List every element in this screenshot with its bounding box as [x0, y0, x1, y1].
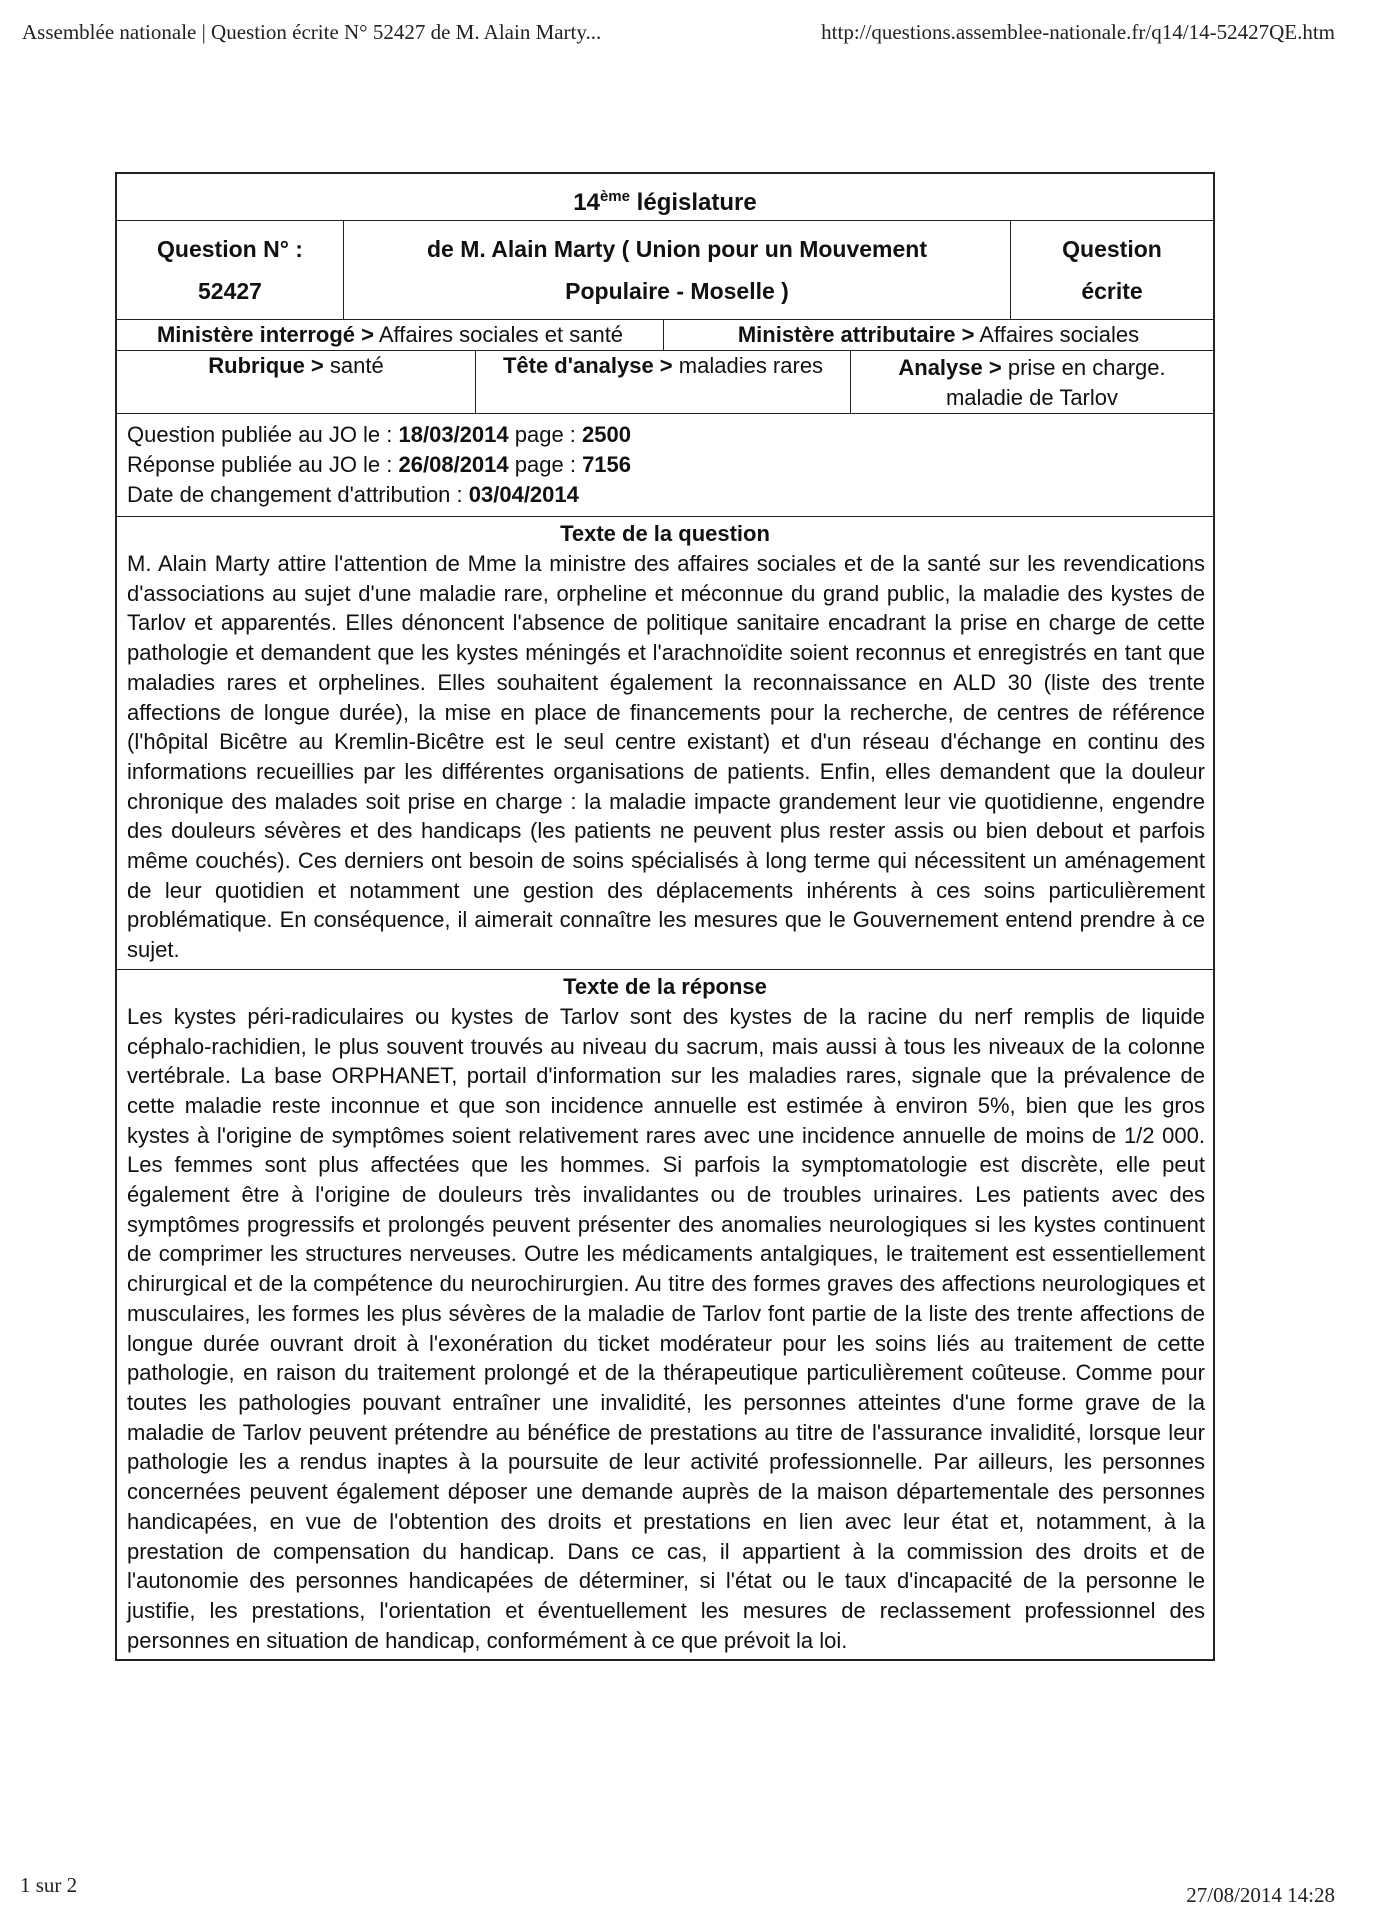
ministere-attributaire-value: Affaires sociales [979, 322, 1140, 347]
author-group-line-2: Populaire - Moselle ) [565, 278, 789, 304]
question-publication [127, 420, 1203, 450]
question-text-body: M. Alain Marty attire l'attention de Mme la ministre des affaires sociales et de la santé sur les revendications d'associations au sujet d'une maladie rare, orpheline et méconnue du grand public, la maladie des kystes de Tarlov et apparentés. Elles dénoncent l'absence de politique sanitaire encadrant la prise en charge de cette pathologie et demandent que les kystes méningés et l'arachnoïdite soient reconnus et enregistrés en tant que maladies rares et orphelines. Elles souhaitent également la reconnaissance en ALD 30 (liste des trente affections de longue durée), la mise en place de financements pour la recherche, de centres de référence (l'hôpital Bicêtre au Kremlin-Bicêtre est le seul centre existant) et d'un réseau d'échange en continu des informations recueillies par les différentes organisations de patients. Enfin, elles demandent que la douleur chronique des malades soit prise en charge : la maladie impacte grandement leur vie quotidienne, engendre des douleurs sévères et des handicaps (les patients ne peuvent plus rester assis ou bien debout et parfois même couchés). Ces derniers ont besoin de soins spécialisés à long terme qui nécessitent un aménagement de leur quotidien et notamment une gestion des déplacements inhérents à ces soins particulièrement problématique. En conséquence, il aimerait connaître les mesures que le Gouvernement entend prendre à ce sujet. [127, 551, 1205, 963]
analyse-value-line-1: prise en charge. [1007, 355, 1166, 380]
reponse-page-label: page : [514, 452, 576, 477]
analyse-label: Analyse > [898, 355, 1002, 380]
tete-analyse-value: maladies rares [678, 353, 824, 378]
print-header-title: Assemblée nationale | Question écrite N° 52427 de M. Alain Marty... [22, 20, 602, 44]
publication-info [117, 414, 1213, 517]
question-publication-label: Question publiée au JO le : [127, 422, 393, 447]
attribution-change [127, 480, 1203, 510]
author-prefix: de [426, 236, 454, 262]
reponse-publication-label: Réponse publiée au JO le : [127, 452, 393, 477]
ministere-attributaire-label: Ministère attributaire > [737, 322, 975, 347]
question-author-cell [344, 221, 1011, 319]
question-header-row [117, 221, 1213, 320]
question-number-cell [117, 221, 344, 319]
question-document [115, 172, 1215, 1661]
legislature-number: 14 [573, 189, 600, 216]
classification-row [117, 351, 1213, 414]
question-text-section [117, 519, 1213, 970]
rubrique-value: santé [329, 353, 384, 378]
legislature-heading [117, 174, 1213, 221]
response-text-section [117, 972, 1213, 1659]
analyse-value-line-2: maladie de Tarlov [945, 385, 1119, 410]
question-type-line-1: Question [1062, 236, 1162, 262]
author-line-1 [344, 228, 1010, 270]
ministries-row [117, 320, 1213, 351]
question-publication-date: 18/03/2014 [398, 422, 509, 447]
question-type-cell [1011, 221, 1213, 319]
reponse-publication-date: 26/08/2014 [398, 452, 509, 477]
reponse-publication [127, 450, 1203, 480]
question-page: 2500 [582, 422, 631, 447]
ministere-interroge-label: Ministère interrogé > [156, 322, 374, 347]
author-group-line-1: ( Union pour un Mouvement [621, 236, 928, 262]
question-number-label: Question N° : [157, 236, 303, 262]
author-name: M. Alain Marty [460, 236, 616, 262]
print-header-url: http://questions.assemblee-nationale.fr/q14/14-52427QE.htm [821, 20, 1335, 44]
reponse-page: 7156 [582, 452, 632, 477]
response-text-title: Texte de la réponse [563, 973, 767, 999]
question-page-label: page : [514, 422, 576, 447]
legislature-sup: ème [599, 188, 630, 205]
legislature-label: législature [636, 189, 757, 216]
print-footer-timestamp: 27/08/2014 14:28 [1186, 1883, 1335, 1907]
question-type-line-2: écrite [1081, 278, 1143, 304]
tete-analyse-label: Tête d'analyse > [502, 353, 673, 378]
question-number: 52427 [198, 278, 262, 304]
analyse [851, 351, 1213, 413]
ministere-attributaire [664, 320, 1213, 350]
attribution-change-label: Date de changement d'attribution : [127, 482, 463, 507]
question-text-title: Texte de la question [560, 521, 770, 546]
tete-analyse [476, 351, 851, 413]
print-footer-page: 1 sur 2 [20, 1873, 78, 1897]
ministere-interroge-value: Affaires sociales et santé [378, 322, 624, 347]
rubrique [117, 351, 476, 413]
response-text-body: Les kystes péri-radiculaires ou kystes de Tarlov sont des kystes de la racine du nerf remplis de liquide céphalo-rachidien, le plus souvent trouvés au niveau du sacrum, mais aussi à tous les niveaux de la colonne vertébrale. La base ORPHANET, portail d'information sur les maladies rares, signale que la prévalence de cette maladie reste inconnue et que son incidence annuelle est estimée à environ 5%, bien que les gros kystes à l'origine de symptômes soient relativement rares avec une incidence annuelle de moins de 1/2 000. Les femmes sont plus affectées que les hommes. Si parfois la symptomatologie est discrète, elle peut également être à l'origine de douleurs très invalidantes ou de troubles urinaires. Les patients avec des symptômes progressifs et prolongés peuvent présenter des anomalies neurologiques si les kystes continuent de comprimer les structures nerveuses. Outre les médicaments antalgiques, le traitement est essentiellement chirurgical et de la compétence du neurochirurgien. Au titre des formes graves des affections neurologiques et musculaires, les formes les plus sévères de la maladie de Tarlov font partie de la liste des trente affections de longue durée ouvrant droit à l'exonération du ticket modérateur pour les soins liés au traitement de cette pathologie, en raison du traitement prolongé et de la thérapeutique particulièrement coûteuse. Comme pour toutes les pathologies pouvant entraîner une invalidité, les personnes atteintes d'une forme grave de la maladie de Tarlov peuvent prétendre au bénéfice de prestations au titre de l'assurance invalidité, lorsque leur pathologie les a rendus inaptes à la poursuite de leur activité professionnelle. Par ailleurs, les personnes concernées peuvent également déposer une demande auprès de la maison départementale des personnes handicapées, en vue de l'obtention des droits et prestations en lien avec leur état et, notamment, à la prestation de compensation du handicap. Dans ce cas, il appartient à la commission des droits et de l'autonomie des personnes handicapées de déterminer, si l'état ou le taux d'incapacité de la personne le justifie, les prestations, l'orientation et éventuellement les mesures de reclassement professionnel des personnes en situation de handicap, conformément à ce que prévoit la loi. [127, 1003, 1205, 1653]
ministere-interroge [117, 320, 664, 350]
rubrique-label: Rubrique > [208, 353, 324, 378]
attribution-change-date: 03/04/2014 [468, 482, 579, 507]
